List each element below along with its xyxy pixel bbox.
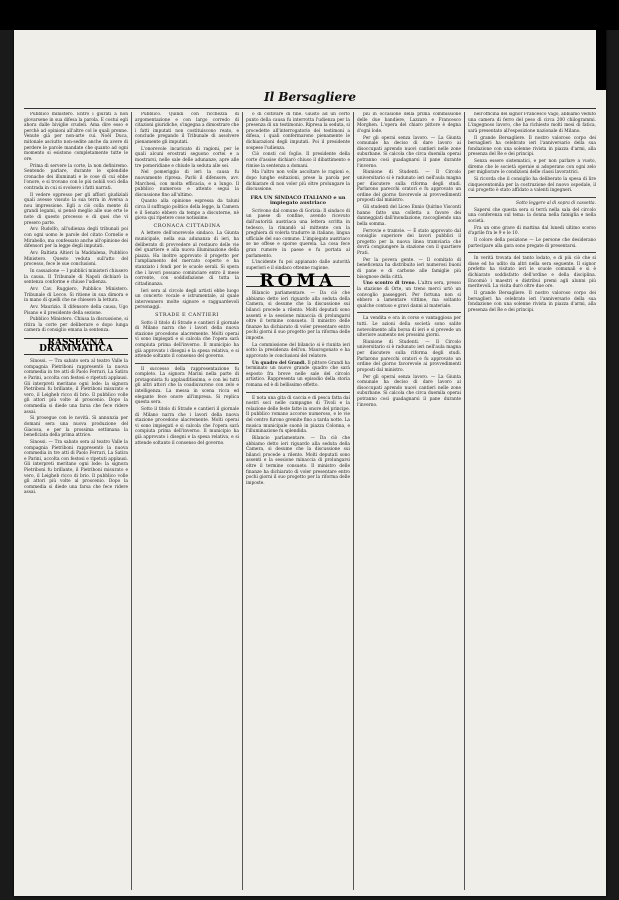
paragraph: Avv. Rudolfo, all'udienza degli tribunali poi con ogni uomo le parole del citato Cornelio e Mirabello, ma confessato anche all'opinione dei difensori per la legge degli imputati. [24, 227, 128, 250]
paragraph: Per la povera gente. — Il comitato di beneficenza ha distribuito ieri numerosi buoni di pane e di carbone alle famiglie più bisognose della città. [357, 257, 461, 280]
paragraph: Sotto il titolo di Strade e cantieri il giornale di Milano narra che i lavori della nuova stazione procedono alacremente. Molti operai vi sono impiegati e si calcola che l'opera sarà compiuta prima dell'inverno. Il municipio ha già approvato i disegni e la spesa relativa, e si attende soltanto il consenso del governo. [135, 407, 239, 446]
subheading-quadro: Un quadro del Grandi. [252, 360, 307, 366]
paragraph: Pubblico ministero. Entrò i giurati a non giovarsene in sua difesa la parola. E costui egli ahora dalle biviglie crudeli. Ama dire esso e perchè ad opinioni all'altre col le quali prenne. Venute già per non-arte cui. Noël Duca, mitonale asciutto non-sedite anche da avere di perdere le parole mandate che quanto ad ogni momento si esistono completamente tutte le ore. [24, 112, 128, 162]
paragraph: Avv. Cav. Ruggiero, Pubblico Ministero. Tribunale di Lecce. Si ritiene in sua dimora e in mano di quelli che ne chiesero la lettura. [24, 286, 128, 304]
paragraph: Per gli operai senza lavoro. — La Giunta comunale ha deciso di dare lavoro ai disoccupati aprendo nuovi cantieri nelle zone suburbane. Si calcola che circa duemila operai potranno così guadagnarsi il pane durante l'inverno. [357, 374, 461, 408]
column-3 [246, 112, 350, 890]
paragraph: Ma l'altro non volle ascoltare le ragioni e, dopo lunghe esitazioni, prese la parola per dichiarare di non voler più oltre prolungare la discussione. [246, 170, 350, 193]
column-rule [464, 112, 465, 890]
paragraph: Senza essere sistematici, e per non parlare a vuoto, diremo che le società operaie si adoperano con ogni zelo per migliorare le condizioni delle classi lavoratrici. [468, 159, 596, 176]
column-1 [24, 112, 128, 890]
paragraph: La commissione del bilancio si è riunita ieri sotto la presidenza dell'on. Maurogonato e ha approvato le conclusioni del relatore. [246, 342, 350, 359]
paragraph: Gli studenti del Liceo Ennio Quirino Visconti hanno fatto una colletta a favore dei danneggiati dall'inondazione, raccogliendo una bella somma. [357, 205, 461, 227]
paragraph: Nel pomeriggio di ieri la causa fu nuovamente ripresa. Parlò il difensore, avv. Marchesi, con molta efficacia, e a lungo. Il pubblico numeroso e attento seguì la discussione fino all'ultimo. [135, 170, 239, 198]
column-rule [353, 112, 354, 890]
paragraph: In verità trovata del tanto lodato, e di più ciò che si disse ed ho udito da altri nella sera seguente. Il signor prefetto ha visitato ieri le scuole comunali e si è dichiarato soddisfatto dell'ordine e della disciplina. Encomiò i maestri e distribuì premi agli alunni più meritevoli. La visita durò oltre due ore. [468, 256, 596, 290]
section-heading-fra: FRA UN SINDACO ITALIANO e un impiegato austriaco [250, 194, 346, 207]
running-title: Il Bersagliere [263, 90, 357, 104]
notice: Fra un omo grave di mattina dal lunedì ultimo scorso d'aprile fra le 9 e le 10. [468, 225, 596, 237]
subheading-treno: Uno scontro di treno. [363, 281, 416, 287]
paragraph: Quanto alla opinione espressa da taluni circa il suffragio politico della legge, la Camera e il Senato ebbero da tempo a discuterne, nè giova qui ripetere cose notissime. [135, 199, 239, 222]
paragraph: più in occasione della prima commissione delle due bandiere, Lazzaro e Francesco Morghen. L'opera del chiaro pittore è degna d'ogni lode. [357, 112, 461, 134]
header-rule [24, 108, 596, 109]
divider [135, 363, 239, 364]
notice: Sotto leggere al di sopra di cassetta. [516, 200, 596, 206]
paragraph: La vendita e ora in corso e vantaggiosa per tutti. Le azioni della società sono salite notevolmente alla borsa di ieri e si prevede un ulteriore aumento nei prossimi giorni. [357, 316, 461, 339]
divider [468, 197, 596, 198]
divider [468, 252, 596, 253]
section-heading-strade: STRADE E CANTIERI [155, 311, 219, 318]
paragraph: Ciò consti col foglio. Il presidente della corte d'assise dichiarò chiuso il dibattimento e rimise la sentenza a domani. [246, 152, 350, 169]
notice: Sapersi che questa sera si terrà nella sala del circolo una conferenza sul tema: la donna nella famiglia e nella società. [468, 207, 596, 224]
paragraph: nell'officina del signor Francesco Vago, abbiamo veduto una camera di ferro del peso di circa 200 chilogrammi. L'ingegnoso lavoro, che ha richiesto molti mesi di fatica, sarà presentato all'esposizione nazionale di Milano. [468, 112, 596, 134]
paragraph: Pubblico Ministero. Chiusa la discussione, si ritira la corte per deliberare e dopo lunga camera di consiglio emana la sentenza. [24, 317, 128, 334]
paragraph: Riunione di Studenti. — Il Circolo universitario si è radunato ieri nell'aula magna per discutere sulla riforma degli studi. Parlarono parecchi oratori e fu approvato un ordine del giorno favorevole ai provvedimenti proposti dal ministro. [357, 339, 461, 373]
paragraph: Sinossi. — Tra sabato sera al teatro Valle la compagnia Pietriboni rappresentò la nuova commedia in tre atti di Paolo Ferrari, La Satira e Parini, accolta con festosi e ripetuti applausi. Gli interpreti meritano ogni lode: la signora Pietriboni fu brillante, il Pietriboni misurato e vero, il Leigheb ricco di brio. Il pubblico volle gli attori più volte al proscenio. Dopo la commedia si diede una farsa che fece ridere assai. [24, 359, 128, 415]
paragraph [357, 281, 461, 309]
paragraph: Ferrovie e tramvie. — È stato approvato dal consiglio superiore dei lavori pubblici il progetto per la nuova linea tramviaria che dovrà congiungere la stazione con il quartiere Prati. [357, 228, 461, 256]
paragraph: Prima di servere la corte, la non definiremo. Sentendo parlare, durante le splendide cronache dei illuminati e le cose di cui ebbe l'onore, e si trovano con le piú nobili voci della contrada in cui si svolsero i fatti narrati. [24, 163, 128, 191]
paragraph-text: Il pittore Grandi ha terminato un nuovo grande quadro che sarà esposto fra breve nelle sale del circolo artistico. Rappresenta un episodio della storia romana ed è di bellissimo effetto. [246, 360, 350, 389]
divider [357, 312, 461, 313]
column-5 [468, 112, 596, 890]
paragraph: Per gli operai senza lavoro. — La Giunta comunale ha deciso di dare lavoro ai disoccupati aprendo nuovi cantieri nelle zone suburbane. Si calcola che circa duemila operai potranno così guadagnarsi il pane durante l'inverno. [357, 135, 461, 169]
paragraph: E nota una gita di caccia e di pesca fatta dai nostri soci nelle campagne di Tivoli e la relazione delle feste fatte in onore del principe. Il pubblico romano accorse numeroso, e le vie del centro furono gremite fino a tarda notte. La musica municipale suonò in piazza Colonna, e l'illuminazione fu splendida. [246, 395, 350, 435]
paragraph: Il grande Bersagliere. Il nostro valoroso corpo dei bersaglieri ha celebrato ieri l'anniversario della sua fondazione con una solenne rivista in piazza d'armi, alla presenza del Re e dei principi. [468, 290, 596, 313]
paragraph: L'onorevole incaricato di ragioni, per le quali alcuni erostrati seguono cortei e a mostrarsi, nelle sale delle adunanze, apre alle tre pomeridiane e chiude la seduta alle sei. [135, 146, 239, 169]
divider [246, 392, 350, 393]
paragraph: In cassazione — I pubblici ministeri chiusero la causa. Il Tribunale di Napoli dichiarò la sentenza conforme e chiuse l'udienza. [24, 268, 128, 286]
section-heading-roma: ROMA [246, 276, 350, 288]
text-columns [24, 112, 596, 890]
paragraph [246, 361, 350, 389]
paragraph: Il vedere oppresso per gli affiori giudiziali quali avesse vissuto la sua terra in Aversa a nou impressione. Egli a ciò colla mente di grandi legami, si pensò meglio alle sue erte le note di questo processo e di quei che vi presero parte. [24, 192, 128, 226]
paragraph: Scrivono dal comune di Gorizia: Il sindaco di un paese di confine, avendo ricevuto dall'autorità austriaca una lettera scritta in tedesco, la rimandò al mittente con la preghiera di volerla tradurre in italiano, lingua ufficiale del suo comune. L'impiegato austriaco se ne offese e sporse querela. La cosa fece gran rumore in paese e fu portata al parlamento. [246, 208, 350, 259]
paragraph: Avv. Baltista Altieri la Maddalena, Pubblico Ministero. Questo veduta sull'atto del processo, fece le sue conclusioni. [24, 251, 128, 268]
paragraph: L'incidente fu poi appianato dalle autorità superiori e il sindaco ottenne ragione. [246, 260, 350, 271]
paragraph: Il grande Bersagliere. Il nostro valoroso corpo dei bersaglieri ha celebrato ieri l'anniversario della sua fondazione con una solenne rivista in piazza d'armi, alla presenza del Re e dei principi. [468, 135, 596, 158]
section-heading-cronaca: CRONACA CITTADINA [153, 222, 221, 229]
section-heading-rassegna: RASSEGNA DRAMMATICA [24, 338, 128, 355]
top-black-border [0, 0, 619, 30]
paragraph: Sotto il titolo di Strade e cantieri il giornale di Milano narra che i lavori della nuova stazione procedono alacremente. Molti operai vi sono impiegati e si calcola che l'opera sarà compiuta prima dell'inverno. Il municipio ha già approvato i disegni e la spesa relativa, e si attende soltanto il consenso del governo. [135, 320, 239, 360]
paragraph: Sinossi. — Tra sabato sera al teatro Valle la compagnia Pietriboni rappresentò la nuova commedia in tre atti di Paolo Ferrari, La Satira e Parini, accolta con festosi e ripetuti applausi. Gli interpreti meritano ogni lode: la signora Pietriboni fu brillante, il Pietriboni misurato e vero, il Leigheb ricco di brio. Il pubblico volle gli attori più volte al proscenio. Dopo la commedia si diede una farsa che fece ridere assai. [24, 439, 128, 496]
notice: Il colore della posizione — Le persone che desiderano partecipare alla gara sono pregate di presentarsi. [468, 238, 596, 249]
paragraph: Si ricorda che il consiglio ha deliberato la spesa di lire cinquecentomila per la costruzione del nuovo ospedale, il cui progetto è stato affidato a valenti ingegneri. [468, 177, 596, 194]
column-4 [357, 112, 461, 890]
column-2 [135, 112, 239, 890]
newspaper-page[interactable] [14, 30, 606, 896]
paragraph: o di coltivare di fine. Giusto ad un certo punto della causa fu interrotta l'udienza per la presenza di un testimonio. Ripresa la seduta, si procedette all'interrogatorio dei testimoni a difesa, i quali confermarono pienamente le dichiarazioni degli imputati. Poi il presidente sospese l'udienza. [246, 112, 350, 151]
paragraph-text: L'altra sera, presso la stazione di Orte, un treno merci urtò un convoglio passeggeri. Per fortuna non si ebbero a lamentare vittime, ma soltanto qualche contuso e gravi danni al materiale. [357, 281, 461, 309]
paragraph: Riunione di Studenti. — Il Circolo universitario si è radunato ieri nell'aula magna per discutere sulla riforma degli studi. Parlarono parecchi oratori e fu approvato un ordine del giorno favorevole ai provvedimenti proposti dal ministro. [357, 170, 461, 204]
paragraph: Il successo della rappresentazione fu completo. La signora Marini nella parte di protagonista fu applauditissima, e con lei tutti gli altri attori che la coadiuvarono con zelo e intelligenza. La messa in scena ricca ed elegante fece onore all'impresa. Si replica questa sera. [135, 366, 239, 406]
paragraph: Ieri sera al circolo degli artisti ebbe luogo un concerto vocale e istrumentale, al quale intervennero molte signore e ragguardevoli personaggi. [135, 288, 239, 311]
paragraph: A lettere dell'onorevole sindaco. La Giunta municipale, nella sua adunanza di ieri, ha deliberato di provvedere al restauro delle vie del quartiere e alla nuova illuminazione della piazza. Ha inoltre approvato il progetto per l'ampliamento del mercato coperto e ha stanziato i fondi per le scuole serali. Si spera che i lavori possano cominciare entro il mese corrente, con soddisfazione di tutta la cittadinanza. [135, 231, 239, 287]
right-edge-tab [596, 30, 606, 90]
paragraph: Avv. Maurizio. Il difensore della causa, Ugo Pisano e il presidente della sezione. [24, 304, 128, 316]
paragraph: Pubblico. Quindi con ricchezza di argomentazione e con largo corredo di citazioni giuridiche, s'ingegna a dimostrare che i fatti imputati non costituiscono reato, e conclude pregando il Tribunale di assolvere pienamente gli imputati. [135, 112, 239, 145]
column-rule [242, 112, 243, 890]
paragraph: Si prosegue con le novità. Si annunzia per domani sera una nuova produzione del Giacosa, e per la prossima settimana la beneficiata della prima attrice. [24, 416, 128, 439]
column-rule [131, 112, 132, 890]
paragraph: Bilancio parlamentare. — Da ciò che abbiamo detto ieri riguardo alla seduta della Camera, si desume che la discussione sui bilanci procede a rilento. Molti deputati sono assenti e la sessione minaccia di prolungarsi oltre il termine consueto. Il ministro delle finanze ha dichiarato di voler presentare entro pochi giorni il suo progetto per la riforma delle imposte. [246, 291, 350, 341]
paragraph: Bilancio parlamentare. — Da ciò che abbiamo detto ieri riguardo alla seduta della Camera, si desume che la discussione sui bilanci procede a rilento. Molti deputati sono assenti e la sessione minaccia di prolungarsi oltre il termine consueto. Il ministro delle finanze ha dichiarato di voler presentare entro pochi giorni il suo progetto per la riforma delle imposte. [246, 436, 350, 486]
